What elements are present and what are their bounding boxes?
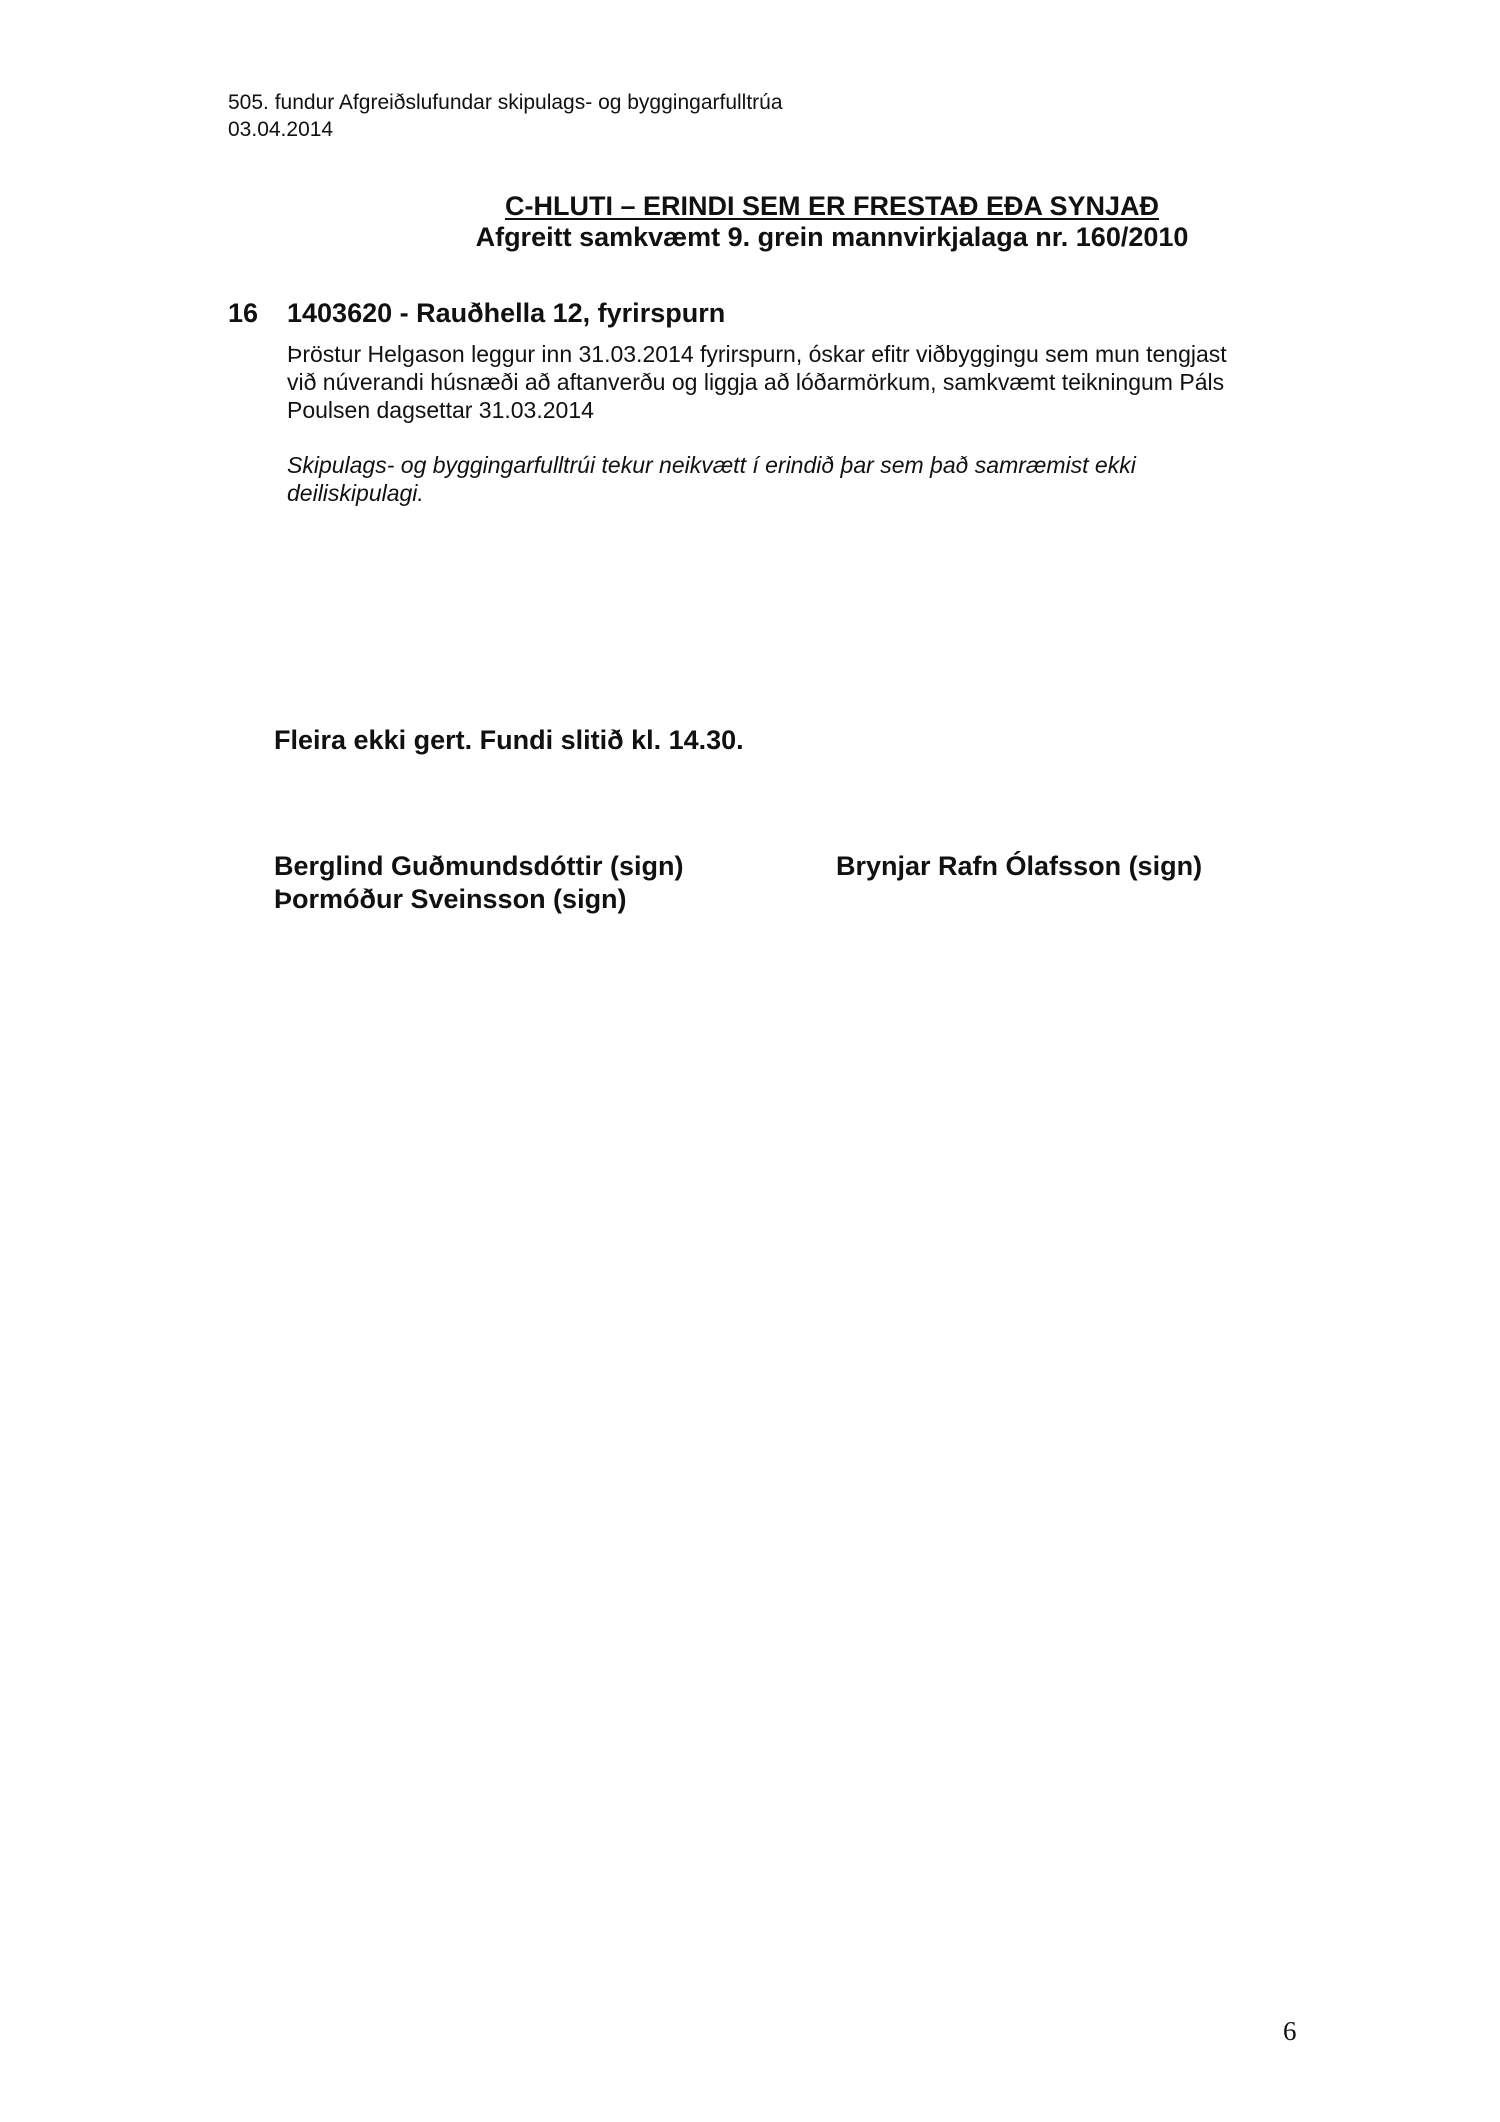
meeting-date: 03.04.2014 bbox=[228, 118, 334, 141]
item-decision: Skipulags- og byggingarfulltrúi tekur neikvætt í erindið þar sem það samræmist ekki deiliskipulagi. bbox=[287, 452, 1136, 506]
signature-berglind: Berglind Guðmundsdóttir (sign) bbox=[274, 851, 684, 881]
item-number: 16 bbox=[228, 298, 259, 328]
section-subtitle bbox=[0, 221, 1500, 253]
section-title-text: C-HLUTI – ERINDI SEM ER FRESTAÐ EÐA SYNJAÐ bbox=[504, 191, 1160, 221]
section-title bbox=[0, 190, 1500, 222]
closing-statement: Fleira ekki gert. Fundi slitið kl. 14.30. bbox=[274, 725, 744, 755]
item-description: Þröstur Helgason leggur inn 31.03.2014 fyrirspurn, óskar efitr viðbyggingu sem mun tengjast við núverandi húsnæði að aftanverðu og liggja að lóðarmörkum, samkvæmt teikningum Páls Poulsen dagsettar 31.03.2014 bbox=[287, 341, 1227, 423]
section-subtitle-text: Afgreitt samkvæmt 9. grein mannvirkjalaga nr. 160/2010 bbox=[475, 222, 1189, 252]
page-number: 6 bbox=[1283, 2016, 1297, 2046]
item-title: 1403620 - Rauðhella 12, fyrirspurn bbox=[287, 298, 726, 328]
signature-thormodur: Þormóður Sveinsson (sign) bbox=[274, 884, 627, 914]
signature-brynjar: Brynjar Rafn Ólafsson (sign) bbox=[836, 851, 1203, 881]
meeting-header: 505. fundur Afgreiðslufundar skipulags- og byggingarfulltrúa bbox=[228, 91, 783, 114]
